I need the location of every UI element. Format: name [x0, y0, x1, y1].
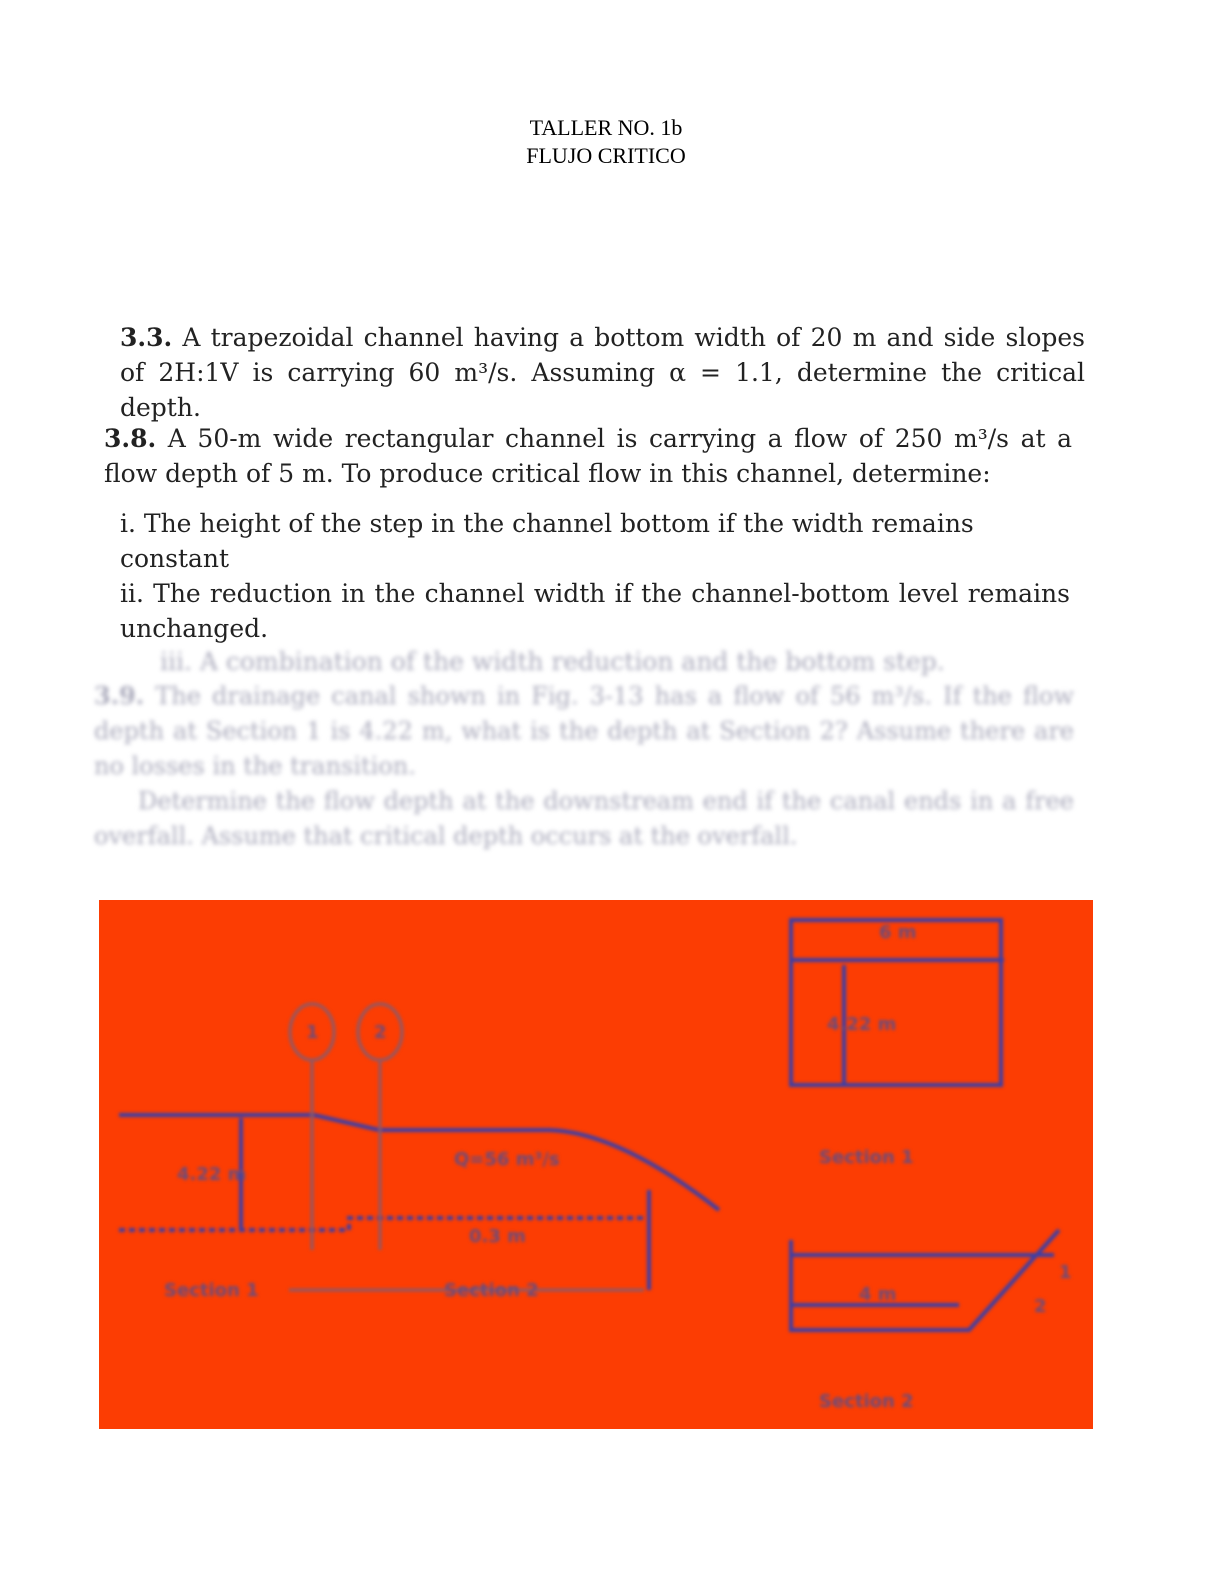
problem-text-2: Determine the flow depth at the downstream end if the canal ends in a free overfall. Assume that critical depth occurs at the overfall. [94, 787, 1074, 850]
step-label: 0.3 m [469, 1226, 526, 1247]
list-item: ii. The reduction in the channel width if the channel-bottom level remains unchanged. [120, 579, 1070, 643]
sec1-width-label: 6 m [879, 922, 917, 943]
marker-1-label: 1 [306, 1022, 319, 1043]
water-surface [119, 1115, 719, 1210]
list-item: iii. A combination of the width reduction and the bottom step. [160, 647, 945, 676]
slope-v-label: 1 [1059, 1262, 1072, 1283]
sec2-title: Section 2 [819, 1391, 914, 1412]
problem-number: 3.8. [104, 424, 157, 453]
document-header [0, 114, 1212, 170]
sec1-depth-label: 4.22 m [827, 1014, 897, 1035]
problem-number: 3.9. [94, 681, 145, 710]
problem-3-8-items [120, 506, 1070, 679]
depth-1-label: 4.22 m [177, 1164, 247, 1185]
slope-h-label: 2 [1034, 1296, 1047, 1317]
problem-3-8 [104, 421, 1072, 491]
problem-text: The drainage canal shown in Fig. 3-13 has a flow of 56 m³/s. If the flow depth at Section 1 is 4.22 m, what is the depth at Section 2? Assume there are no losses in the transition. [94, 682, 1074, 780]
section-1-label: Section 1 [164, 1280, 259, 1301]
problem-text: A trapezoidal channel having a bottom width of 20 m and side slopes of 2H:1V is carrying 60 m³/s. Assuming α = 1.1, determine the critical depth. [120, 323, 1085, 422]
section-2-label: Section 2 [444, 1280, 539, 1301]
problem-text: A 50-m wide rectangular channel is carrying a flow of 250 m³/s at a flow depth of 5 m. To produce critical flow in this channel, determine: [104, 424, 1072, 488]
header-title: TALLER NO. 1b [529, 115, 683, 140]
list-item: i. The height of the step in the channel bottom if the width remains constant [120, 509, 974, 573]
sec2-width-label: 4 m [859, 1284, 897, 1305]
flow-label: Q=56 m³/s [454, 1149, 560, 1170]
canal-diagram [99, 900, 1093, 1429]
header-subtitle: FLUJO CRITICO [526, 143, 686, 168]
marker-2-label: 2 [374, 1022, 387, 1043]
sec1-title: Section 1 [819, 1147, 914, 1168]
problem-number: 3.3. [120, 323, 173, 352]
canal-figure [99, 900, 1093, 1429]
channel-bottom [119, 1218, 649, 1230]
problem-3-9 [94, 678, 1074, 854]
problem-3-3 [120, 320, 1085, 425]
